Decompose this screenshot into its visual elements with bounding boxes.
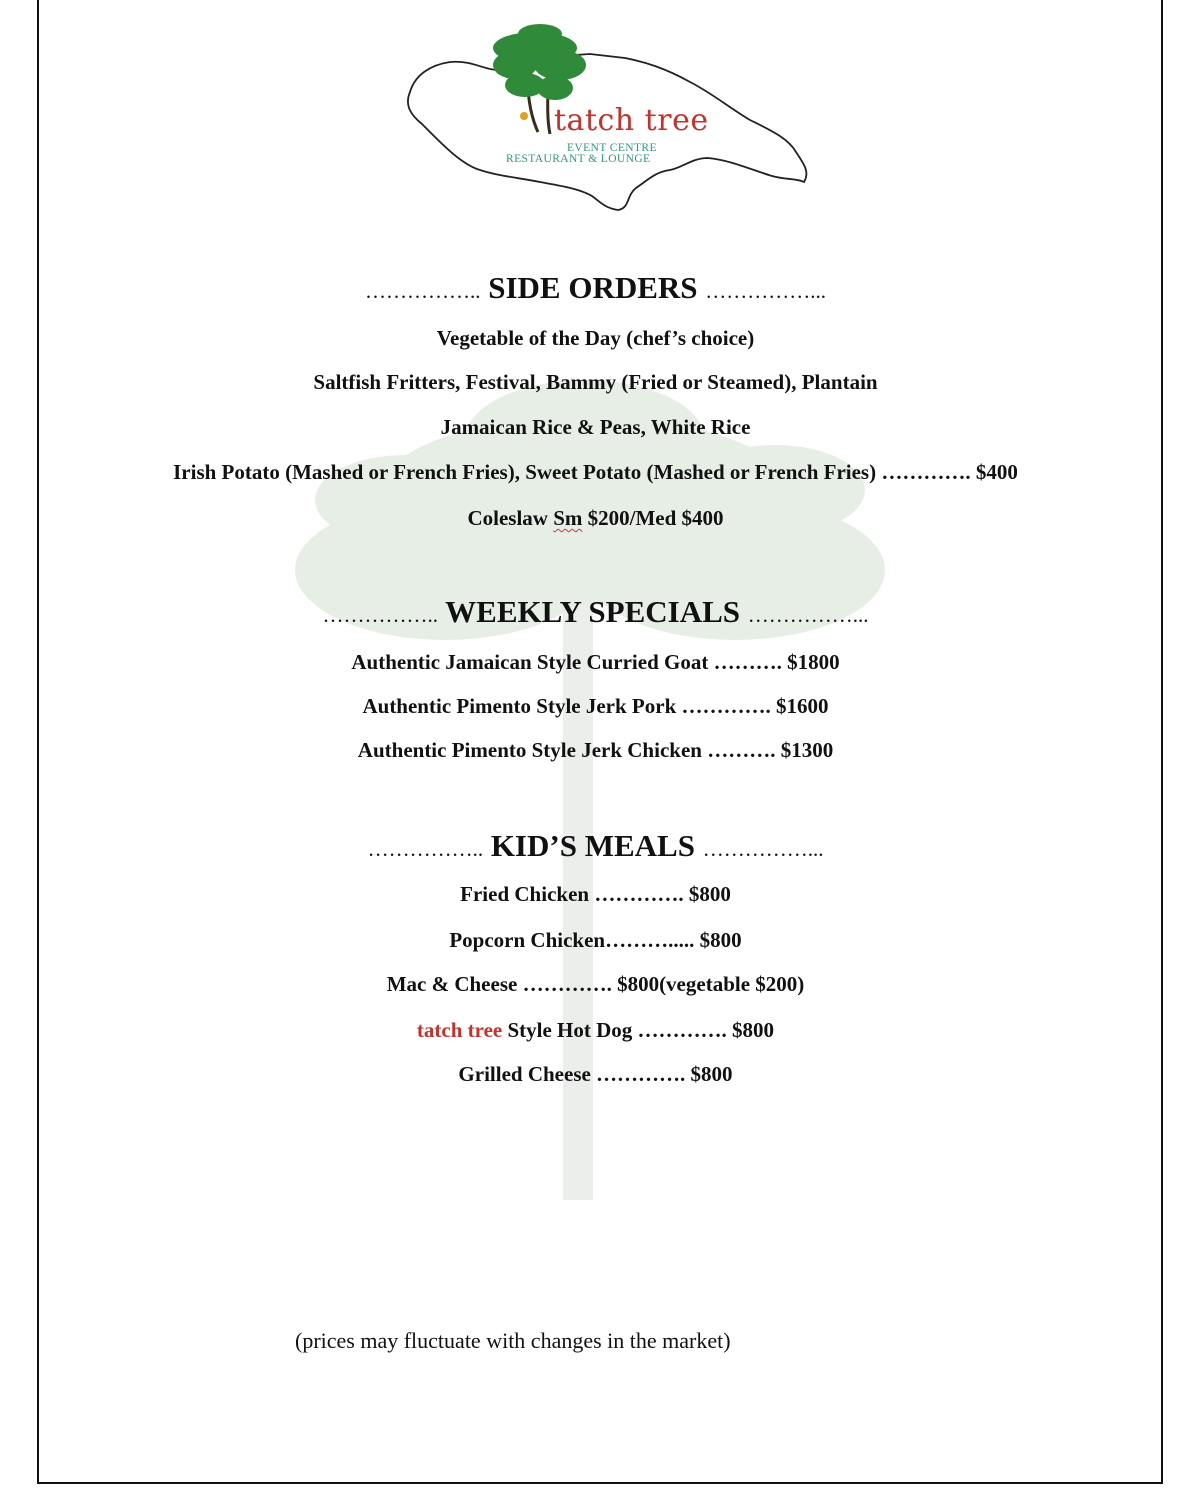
weekly-special-item: Authentic Pimento Style Jerk Pork …………. $1600 — [362, 694, 829, 718]
side-order-item: Jamaican Rice & Peas, White Rice — [440, 415, 751, 439]
price-disclaimer: (prices may fluctuate with changes in the market) — [295, 1328, 731, 1353]
spellcheck-underline: Sm — [553, 506, 583, 530]
weekly-special-item: Authentic Jamaican Style Curried Goat ………. $1800 — [351, 650, 840, 674]
side-order-item: Vegetable of the Day (chef’s choice) — [436, 326, 755, 350]
kids-meals-heading: …………….. KID’S MEALS ……………... — [367, 828, 824, 863]
kids-meal-item: Grilled Cheese …………. $800 — [458, 1062, 733, 1086]
side-orders-heading: …………….. SIDE ORDERS ……………... — [364, 270, 827, 305]
side-order-item: Irish Potato (Mashed or French Fries), Sweet Potato (Mashed or French Fries) …………. $400 — [173, 460, 1018, 484]
kids-meal-item: Popcorn Chicken………..... $800 — [449, 928, 742, 952]
kids-meal-hotdog: tatch tree Style Hot Dog …………. $800 — [416, 1018, 775, 1042]
kids-meal-item: Fried Chicken …………. $800 — [460, 882, 731, 906]
weekly-specials-heading: …………….. WEEKLY SPECIALS ……………... — [322, 594, 869, 629]
kids-meal-item: Mac & Cheese …………. $800(vegetable $200) — [386, 972, 805, 996]
side-order-item: Saltfish Fritters, Festival, Bammy (Fried or Steamed), Plantain — [313, 370, 878, 394]
brand-name-inline: tatch tree — [416, 1018, 503, 1042]
logo-tagline-event: EVENT CENTRE — [567, 142, 657, 154]
side-order-coleslaw: Coleslaw Sm $200/Med $400 — [467, 506, 724, 530]
logo-wordmark: tatch tree — [554, 103, 709, 138]
weekly-special-item: Authentic Pimento Style Jerk Chicken ………. $1300 — [357, 738, 834, 762]
logo-tagline-restaurant: RESTAURANT & LOUNGE — [506, 153, 651, 165]
